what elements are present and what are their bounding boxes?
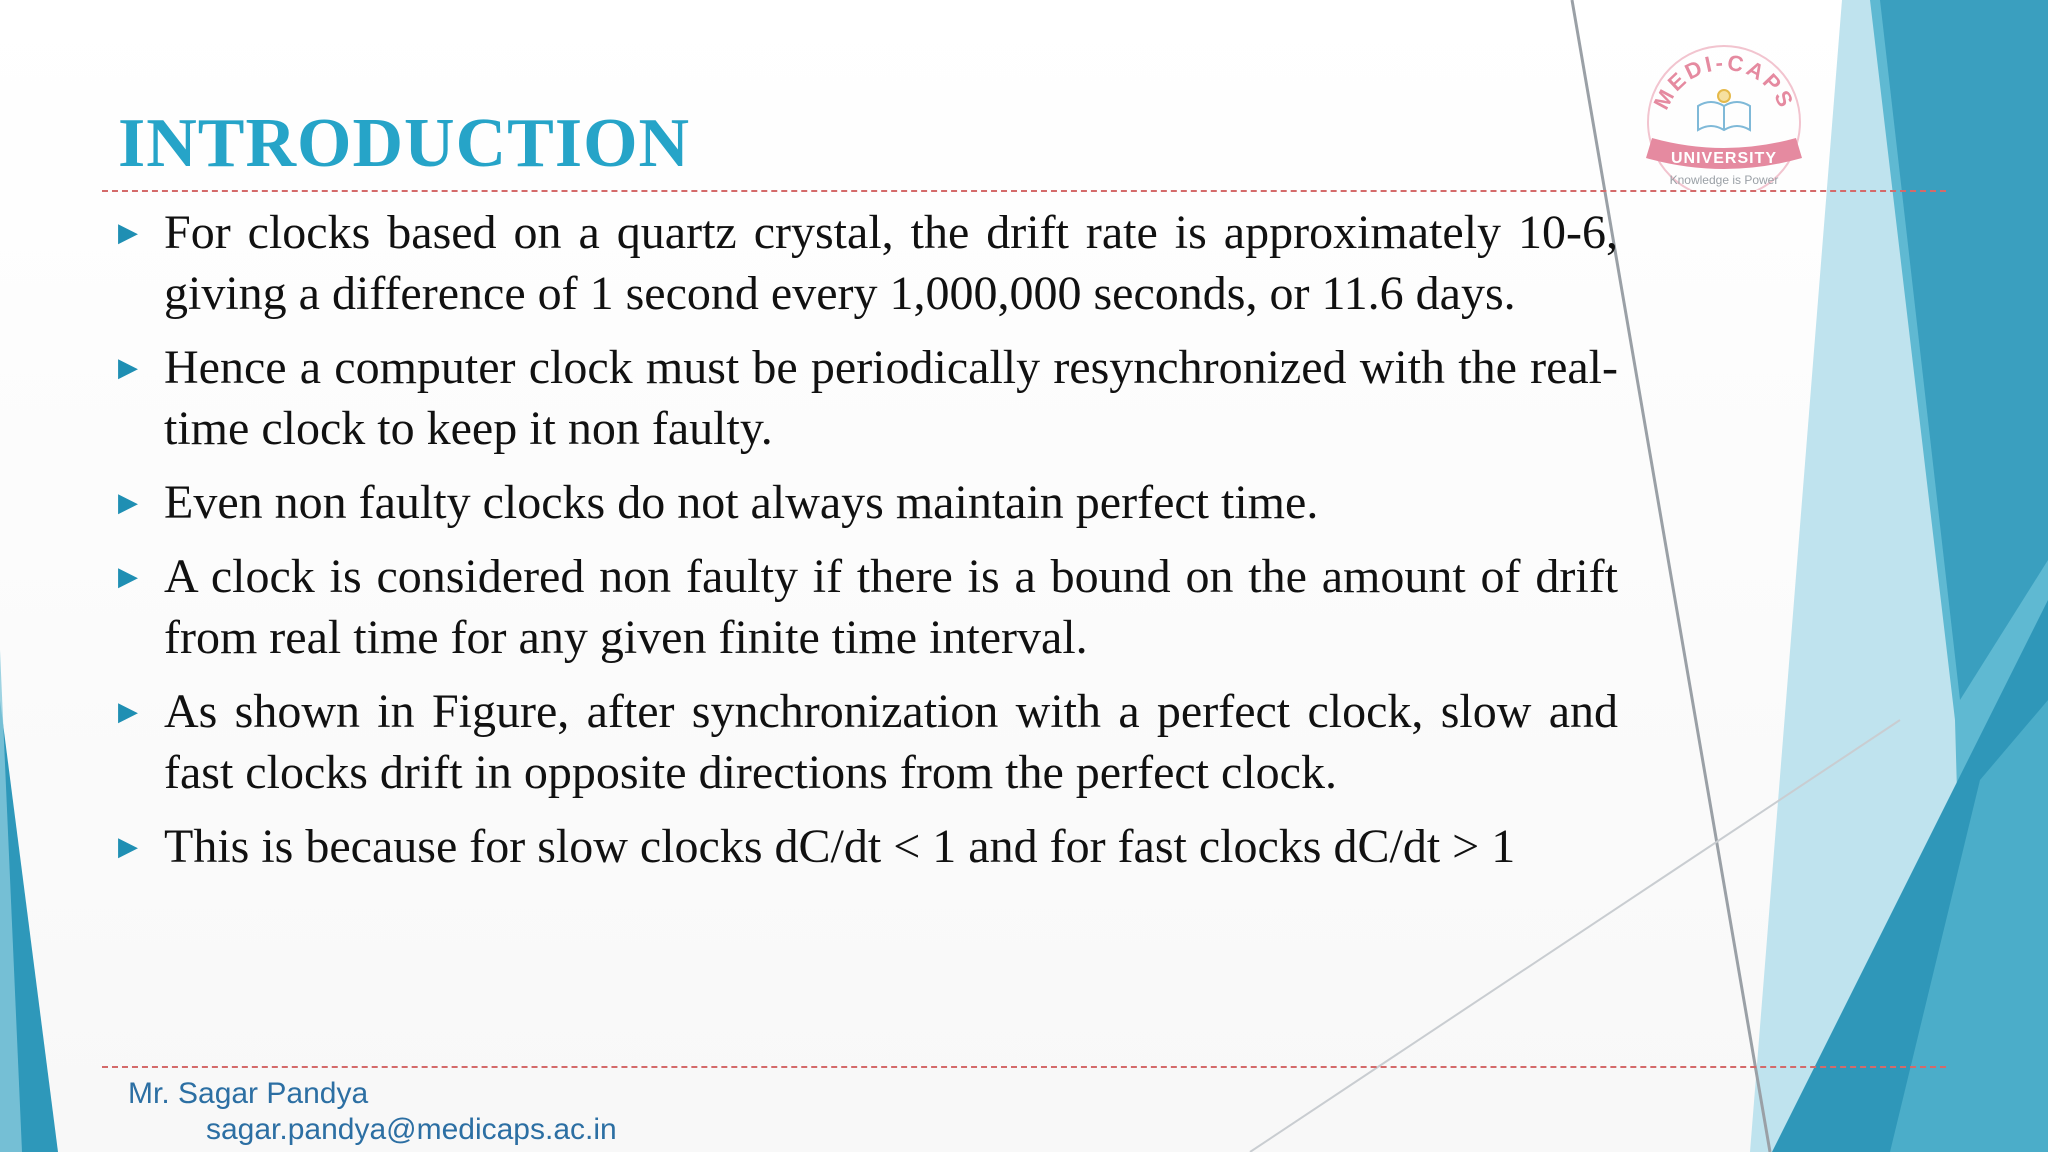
footer-author-name: Mr. Sagar Pandya	[128, 1077, 369, 1110]
bullet-item	[110, 337, 1618, 459]
bullet-text: Hence a computer clock must be periodically resynchronized with the real-time clock to keep it non faulty.	[164, 341, 1618, 455]
bullet-arrow-icon: ▶	[118, 218, 138, 247]
bullet-item	[110, 816, 1618, 877]
university-logo	[1618, 30, 1830, 190]
bullet-arrow-icon: ▶	[118, 697, 138, 726]
logo-arc-text: MEDI-CAPS	[1648, 49, 1800, 114]
bullet-item	[110, 546, 1618, 668]
bullet-item	[110, 202, 1618, 324]
bullet-text: This is because for slow clocks dC/dt < 1 and for fast clocks dC/dt > 1	[164, 820, 1516, 873]
bullet-arrow-icon: ▶	[118, 832, 138, 861]
bullet-item	[110, 681, 1618, 803]
bullet-arrow-icon: ▶	[118, 562, 138, 591]
slide-title: INTRODUCTION	[118, 105, 691, 182]
bullet-text: A clock is considered non faulty if there is a bound on the amount of drift from real time for any given finite time interval.	[164, 550, 1618, 664]
logo-tagline: Knowledge is Power	[1669, 173, 1779, 187]
footer-author-email: sagar.pandya@medicaps.ac.in	[206, 1113, 617, 1146]
bullet-item	[110, 472, 1618, 533]
bullet-list	[110, 202, 1618, 877]
bullet-text: As shown in Figure, after synchronization with a perfect clock, slow and fast clocks drift in opposite directions from the perfect clock.	[164, 685, 1618, 799]
bullet-text: For clocks based on a quartz crystal, the drift rate is approximately 10-6, giving a difference of 1 second every 1,000,000 seconds, or 11.6 days.	[164, 206, 1618, 320]
footer-divider	[102, 1066, 1946, 1068]
bullet-arrow-icon: ▶	[118, 488, 138, 517]
bullet-text: Even non faulty clocks do not always maintain perfect time.	[164, 476, 1319, 529]
book-icon	[1698, 90, 1750, 130]
bullet-arrow-icon: ▶	[118, 353, 138, 382]
logo-ribbon-text: UNIVERSITY	[1670, 150, 1778, 167]
title-divider	[102, 190, 1946, 192]
